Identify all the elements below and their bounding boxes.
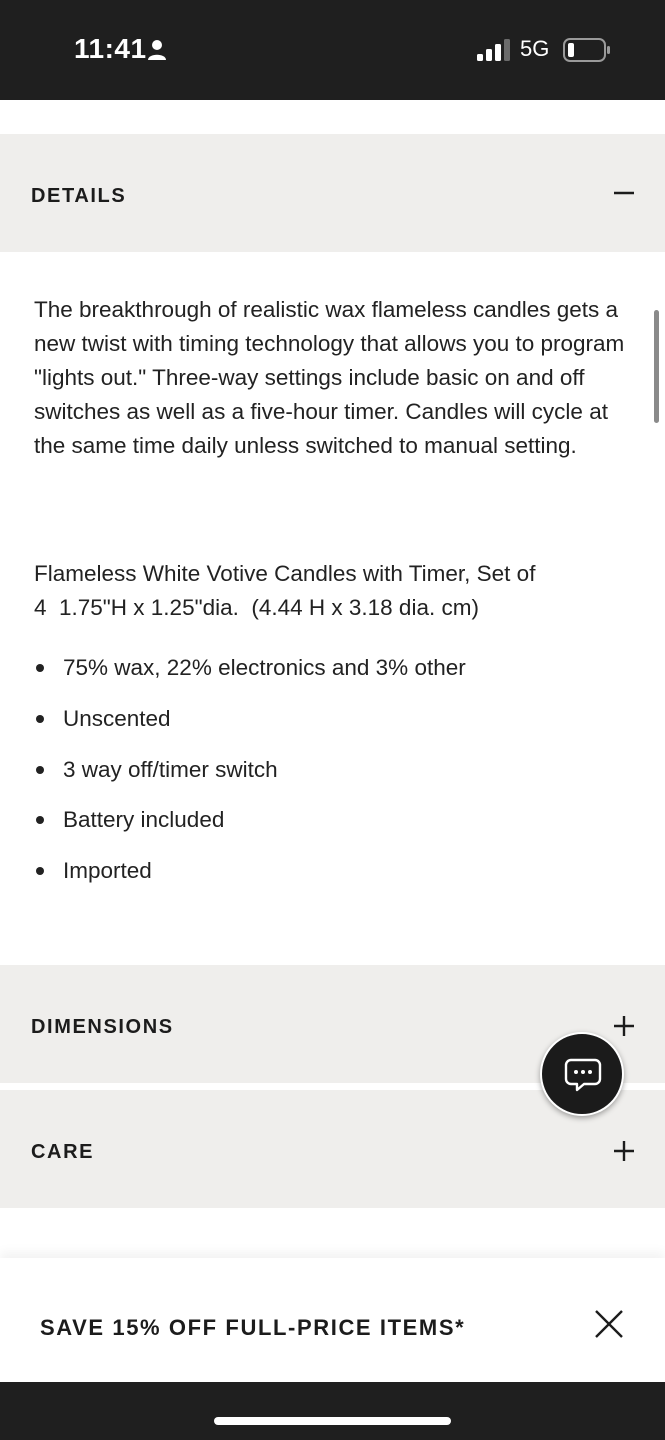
battery-icon [563, 37, 611, 63]
product-spec [34, 557, 614, 625]
spec-line-2: 4 1.75"H x 1.25"dia. (4.44 H x 3.18 dia. cm) [34, 595, 479, 620]
list-item: Battery included [34, 802, 466, 853]
plus-icon[interactable] [612, 1139, 636, 1163]
promo-text[interactable]: SAVE 15% OFF FULL-PRICE ITEMS* [40, 1315, 466, 1340]
care-title: CARE [31, 1141, 95, 1163]
minus-icon[interactable] [612, 181, 636, 205]
spec-line-1: Flameless White Votive Candles with Timer, Set of [34, 561, 536, 586]
chat-bubble-icon [564, 1058, 602, 1092]
product-description: The breakthrough of realistic wax flameless candles gets a new twist with timing technology that allows you to program "lights out." Three-way settings include basic on and off switches as well as a five-hour timer. Candles will cycle at the same time daily unless switched to manual setting. [34, 297, 625, 458]
home-indicator[interactable] [214, 1417, 451, 1425]
home-bar [0, 1382, 665, 1440]
list-item: 3 way off/timer switch [34, 752, 466, 803]
list-item: Unscented [34, 701, 466, 752]
status-bar [0, 0, 665, 100]
dimensions-title: DIMENSIONS [31, 1016, 174, 1038]
promo-banner [0, 1258, 665, 1382]
details-title: DETAILS [31, 185, 127, 207]
list-item: 75% wax, 22% electronics and 3% other [34, 650, 466, 701]
close-icon[interactable] [594, 1309, 624, 1339]
network-type: 5G [520, 36, 550, 61]
details-header[interactable] [0, 134, 665, 252]
scrollbar-thumb[interactable] [654, 310, 659, 423]
plus-icon[interactable] [612, 1014, 636, 1038]
status-time: 11:41 [74, 33, 147, 64]
chat-button[interactable] [540, 1032, 624, 1116]
person-icon [147, 39, 167, 61]
list-item: Imported [34, 853, 466, 904]
signal-icon [477, 39, 511, 61]
feature-list [34, 650, 466, 904]
